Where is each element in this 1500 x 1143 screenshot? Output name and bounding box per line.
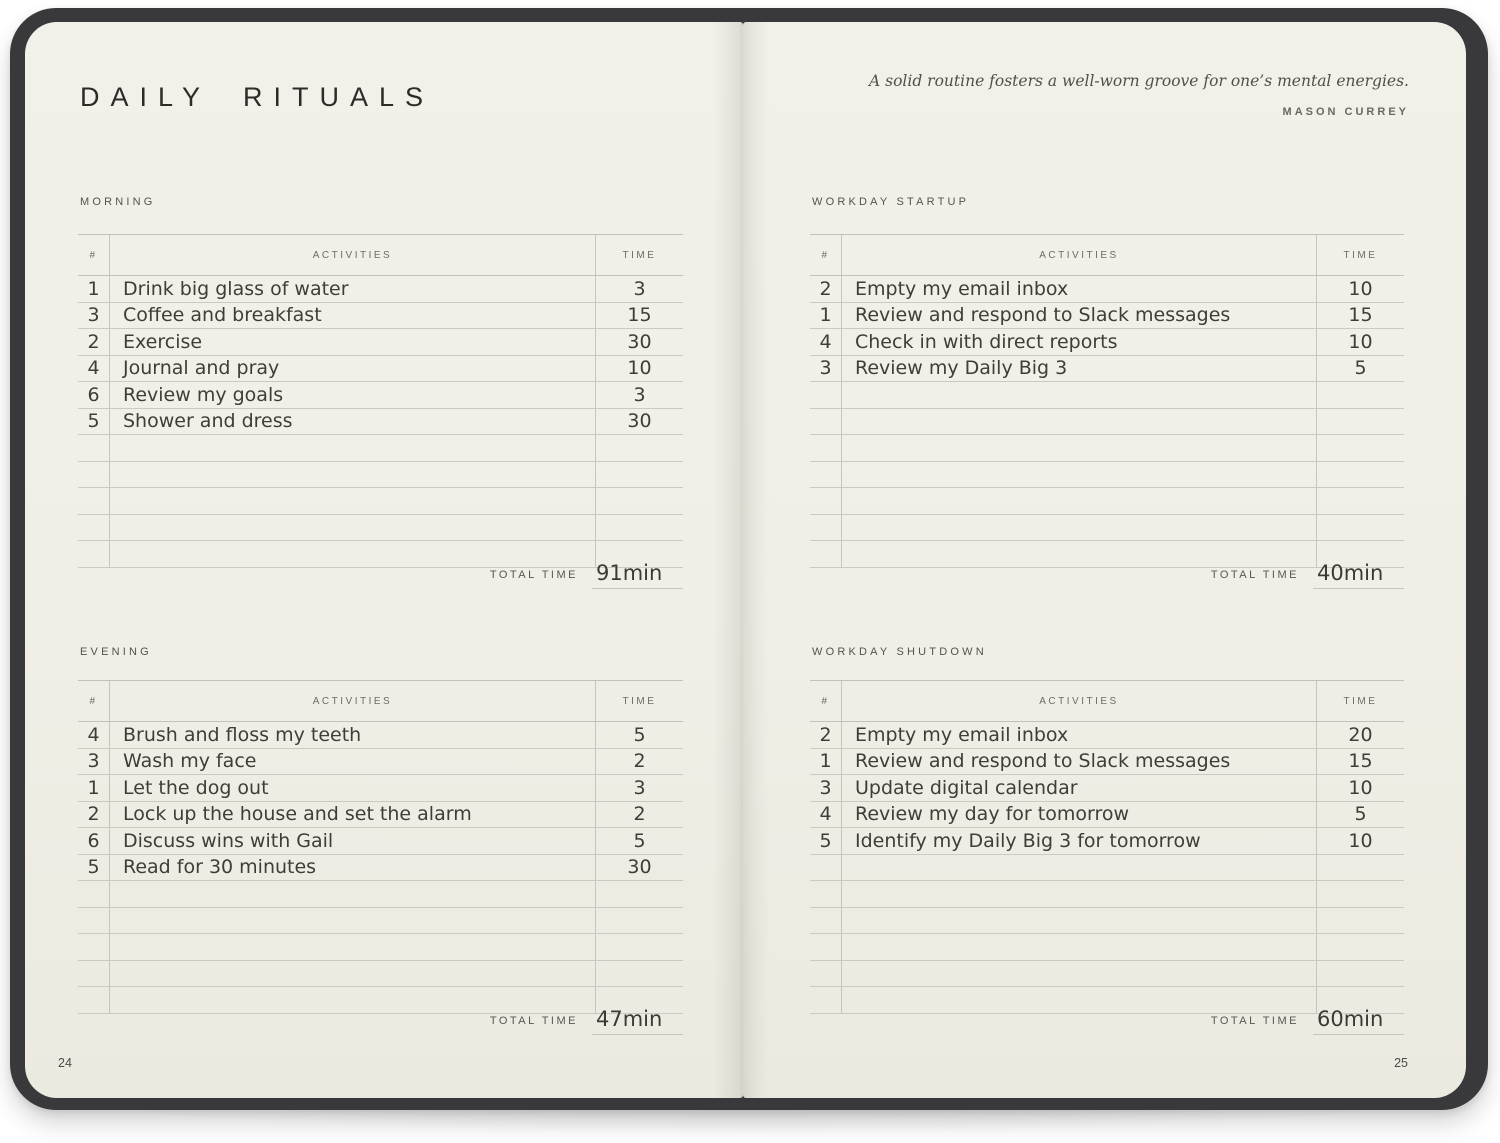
quote-text: A solid routine fosters a well-worn groove for one’s mental energies.: [869, 72, 1409, 90]
row-num-cell: 6: [78, 828, 110, 854]
row-num-cell: 5: [78, 855, 110, 881]
time-cell: 3: [595, 382, 683, 408]
header-num: #: [810, 681, 842, 721]
header-num: #: [810, 235, 842, 275]
header-num: #: [78, 235, 110, 275]
table-row: [78, 802, 683, 829]
table-workday-startup: [810, 234, 1404, 568]
table-workday-shutdown: [810, 680, 1404, 1014]
total-time-value: 47min: [592, 1007, 683, 1035]
time-cell: 30: [595, 329, 683, 355]
total-row-morning: [78, 559, 683, 591]
row-num-cell: 4: [78, 722, 110, 748]
total-time-label: TOTAL TIME: [1210, 569, 1299, 581]
total-row-evening: [78, 1005, 683, 1037]
header-num: #: [78, 681, 110, 721]
row-num-cell: 1: [810, 303, 842, 329]
table-row: [810, 329, 1404, 356]
activity-cell: Lock up the house and set the alarm: [123, 803, 472, 826]
row-num-cell: 3: [810, 356, 842, 382]
row-num-cell: 3: [78, 303, 110, 329]
table-row: [810, 303, 1404, 330]
time-cell: 10: [1316, 828, 1404, 854]
activity-cell: Empty my email inbox: [855, 277, 1069, 300]
total-time-label: TOTAL TIME: [1210, 1015, 1299, 1027]
table-row-empty: [810, 934, 1404, 961]
time-cell: 10: [1316, 775, 1404, 801]
time-cell: 2: [595, 802, 683, 828]
header-time: TIME: [1316, 681, 1404, 721]
table-row-empty: [78, 488, 683, 515]
section-label-workday-shutdown: WORKDAY SHUTDOWN: [812, 646, 987, 658]
activity-cell: Review my goals: [123, 383, 284, 406]
table-row: [78, 828, 683, 855]
table-row-empty: [810, 488, 1404, 515]
table-header-row: [810, 680, 1404, 722]
section-label-morning: MORNING: [80, 196, 156, 208]
table-header-row: [78, 234, 683, 276]
table-row-empty: [78, 908, 683, 935]
activity-cell: Identify my Daily Big 3 for tomorrow: [855, 829, 1201, 852]
table-row-empty: [78, 515, 683, 542]
table-row: [78, 329, 683, 356]
page-right: [743, 22, 1466, 1098]
time-cell: 30: [595, 855, 683, 881]
table-row-empty: [810, 382, 1404, 409]
activity-cell: Discuss wins with Gail: [123, 829, 334, 852]
time-cell: 5: [1316, 802, 1404, 828]
planner-book-cover: [10, 8, 1488, 1110]
time-cell: 30: [595, 409, 683, 435]
time-cell: 2: [595, 749, 683, 775]
table-row-empty: [810, 515, 1404, 542]
activity-cell: Let the dog out: [123, 776, 269, 799]
activity-cell: Check in with direct reports: [855, 330, 1118, 353]
table-evening: [78, 680, 683, 1014]
header-time: TIME: [595, 235, 683, 275]
activity-cell: Review and respond to Slack messages: [855, 750, 1231, 773]
table-row: [810, 749, 1404, 776]
table-header-row: [78, 680, 683, 722]
table-row: [810, 802, 1404, 829]
activity-cell: Read for 30 minutes: [123, 856, 317, 879]
time-cell: 10: [595, 356, 683, 382]
activity-cell: Update digital calendar: [855, 776, 1078, 799]
table-row: [78, 276, 683, 303]
activity-cell: Coffee and breakfast: [123, 304, 322, 327]
activity-cell: Shower and dress: [123, 410, 293, 433]
total-time-value: 60min: [1313, 1007, 1404, 1035]
table-row-empty: [810, 435, 1404, 462]
row-num-cell: 2: [78, 329, 110, 355]
table-row: [78, 303, 683, 330]
table-row: [78, 855, 683, 882]
page-title: DAILY RITUALS: [80, 82, 435, 112]
table-row-empty: [78, 961, 683, 988]
row-num-cell: 1: [78, 775, 110, 801]
activity-cell: Brush and floss my teeth: [123, 723, 362, 746]
row-num-cell: 3: [810, 775, 842, 801]
time-cell: 15: [1316, 303, 1404, 329]
total-time-value: 91min: [592, 561, 683, 589]
table-row-empty: [78, 462, 683, 489]
table-row: [810, 775, 1404, 802]
time-cell: 20: [1316, 722, 1404, 748]
table-row: [810, 276, 1404, 303]
table-row: [78, 722, 683, 749]
table-row-empty: [810, 881, 1404, 908]
row-num-cell: 1: [78, 276, 110, 302]
row-num-cell: 2: [78, 802, 110, 828]
time-cell: 15: [595, 303, 683, 329]
page-number-left: 24: [58, 1056, 72, 1070]
header-activities: ACTIVITIES: [1039, 249, 1119, 261]
activity-cell: Exercise: [123, 330, 203, 353]
row-num-cell: 5: [78, 409, 110, 435]
page-left: [25, 22, 743, 1098]
table-row: [78, 775, 683, 802]
total-row-workday-startup: [810, 559, 1404, 591]
total-time-label: TOTAL TIME: [489, 569, 578, 581]
table-row-empty: [810, 409, 1404, 436]
activity-cell: Review my Daily Big 3: [855, 357, 1068, 380]
row-num-cell: 1: [810, 749, 842, 775]
section-label-evening: EVENING: [80, 646, 152, 658]
time-cell: 5: [595, 828, 683, 854]
table-row: [78, 382, 683, 409]
time-cell: 5: [1316, 356, 1404, 382]
activity-cell: Review and respond to Slack messages: [855, 304, 1231, 327]
table-row: [810, 356, 1404, 383]
quote-author: MASON CURREY: [1282, 106, 1409, 118]
row-num-cell: 4: [78, 356, 110, 382]
section-label-workday-startup: WORKDAY STARTUP: [812, 196, 970, 208]
header-time: TIME: [595, 681, 683, 721]
activity-cell: Review my day for tomorrow: [855, 803, 1130, 826]
row-num-cell: 3: [78, 749, 110, 775]
total-time-value: 40min: [1313, 561, 1404, 589]
table-row-empty: [78, 435, 683, 462]
table-row-empty: [810, 855, 1404, 882]
activity-cell: Wash my face: [123, 750, 257, 773]
table-row: [78, 356, 683, 383]
time-cell: 3: [595, 775, 683, 801]
header-activities: ACTIVITIES: [312, 695, 393, 707]
time-cell: 15: [1316, 749, 1404, 775]
total-time-label: TOTAL TIME: [489, 1015, 578, 1027]
page-number-right: 25: [1394, 1056, 1408, 1070]
row-num-cell: 2: [810, 276, 842, 302]
time-cell: 5: [595, 722, 683, 748]
table-row-empty: [810, 462, 1404, 489]
table-header-row: [810, 234, 1404, 276]
header-time: TIME: [1316, 235, 1404, 275]
table-row-empty: [810, 961, 1404, 988]
activity-cell: Drink big glass of water: [123, 277, 349, 300]
time-cell: 3: [595, 276, 683, 302]
row-num-cell: 6: [78, 382, 110, 408]
activity-cell: Empty my email inbox: [855, 723, 1069, 746]
table-row: [810, 828, 1404, 855]
row-num-cell: 4: [810, 802, 842, 828]
header-activities: ACTIVITIES: [312, 249, 393, 261]
time-cell: 10: [1316, 329, 1404, 355]
row-num-cell: 2: [810, 722, 842, 748]
table-row-empty: [810, 908, 1404, 935]
header-activities: ACTIVITIES: [1039, 695, 1119, 707]
table-row: [78, 749, 683, 776]
row-num-cell: 5: [810, 828, 842, 854]
table-row: [810, 722, 1404, 749]
table-row-empty: [78, 881, 683, 908]
table-morning: [78, 234, 683, 568]
time-cell: 10: [1316, 276, 1404, 302]
table-row: [78, 409, 683, 436]
row-num-cell: 4: [810, 329, 842, 355]
table-row-empty: [78, 934, 683, 961]
activity-cell: Journal and pray: [123, 357, 280, 380]
total-row-workday-shutdown: [810, 1005, 1404, 1037]
